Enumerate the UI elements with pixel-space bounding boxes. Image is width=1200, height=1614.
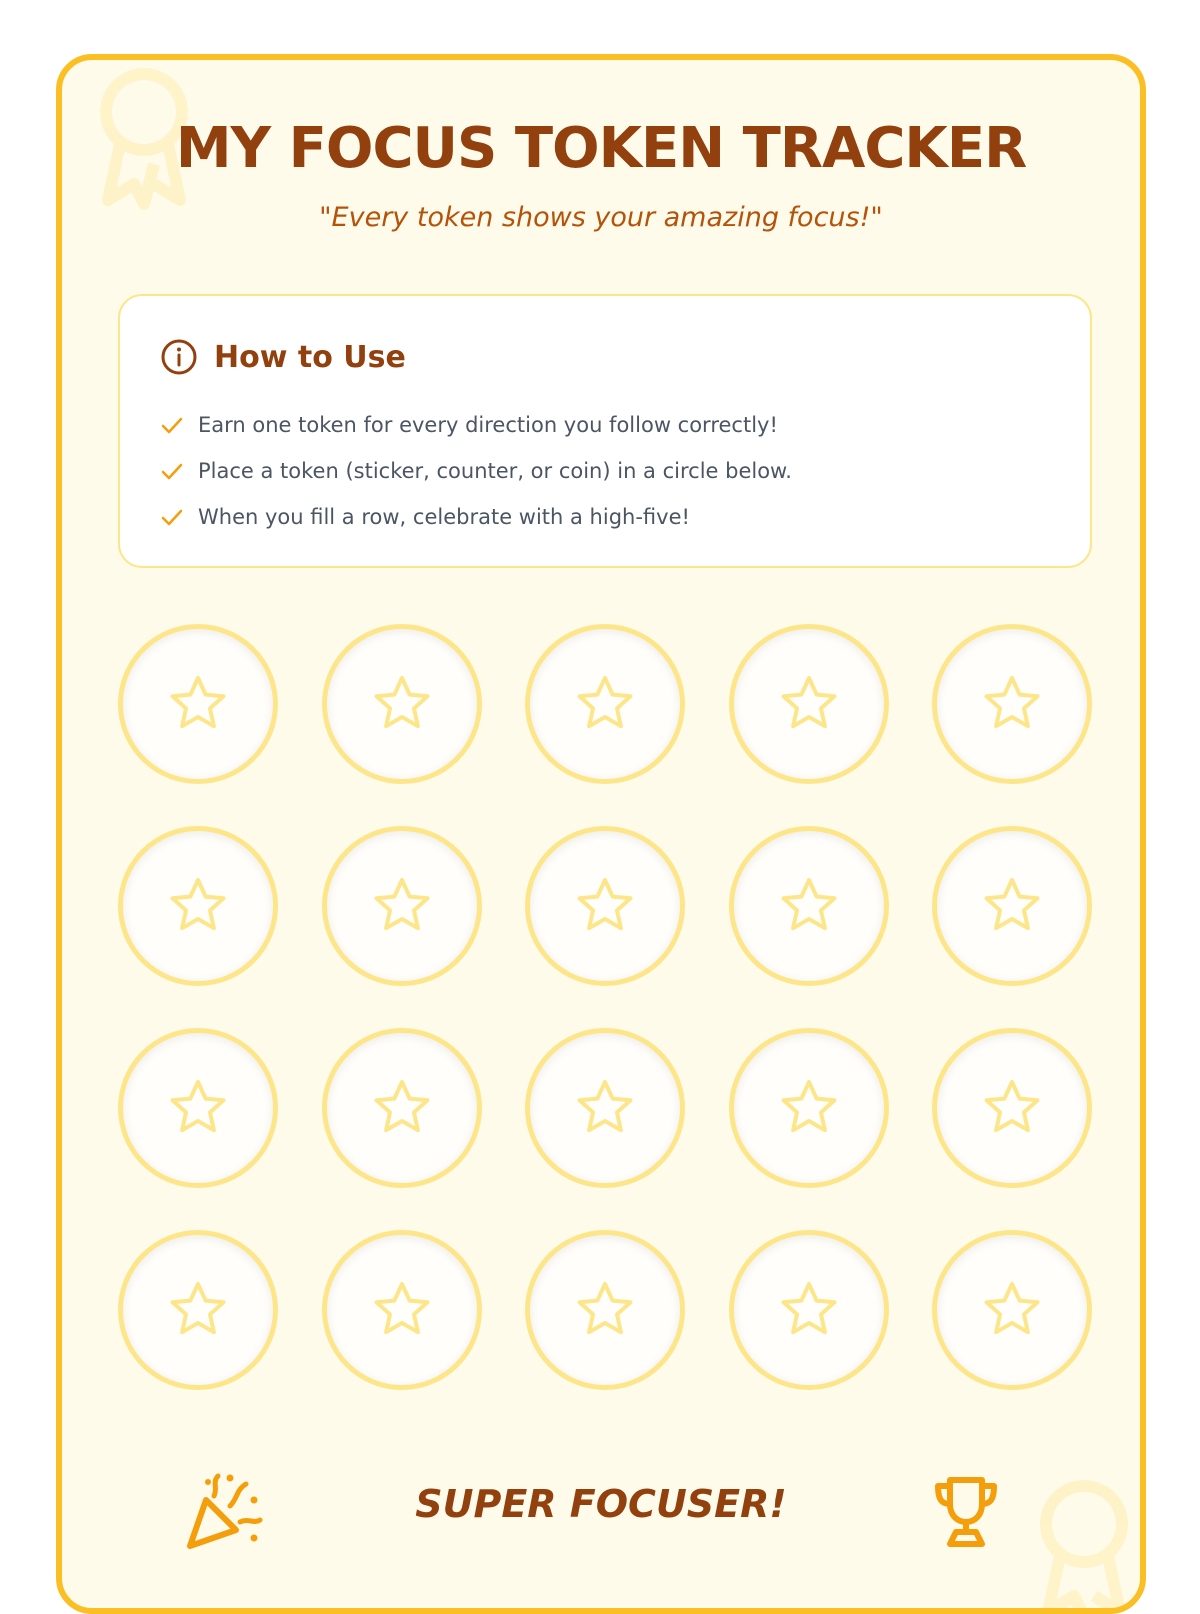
star-icon bbox=[166, 672, 230, 736]
step-text: Earn one token for every direction you follow correctly! bbox=[198, 413, 778, 437]
star-icon bbox=[777, 672, 841, 736]
token-circle[interactable] bbox=[525, 624, 685, 784]
token-circle[interactable] bbox=[525, 826, 685, 986]
how-to-use-panel bbox=[118, 294, 1092, 568]
token-circle[interactable] bbox=[118, 1230, 278, 1390]
token-circle[interactable] bbox=[322, 624, 482, 784]
star-icon bbox=[777, 874, 841, 938]
step-item bbox=[160, 402, 792, 448]
token-circle[interactable] bbox=[525, 1028, 685, 1188]
star-icon bbox=[980, 672, 1044, 736]
token-circle[interactable] bbox=[525, 1230, 685, 1390]
token-circle[interactable] bbox=[118, 624, 278, 784]
token-grid bbox=[118, 624, 1092, 1390]
token-circle[interactable] bbox=[322, 1028, 482, 1188]
page-subtitle: "Every token shows your amazing focus!" bbox=[319, 202, 883, 233]
star-icon bbox=[370, 672, 434, 736]
star-icon bbox=[980, 1278, 1044, 1342]
star-icon bbox=[166, 1278, 230, 1342]
step-item bbox=[160, 494, 792, 540]
check-icon bbox=[160, 505, 184, 529]
star-icon bbox=[777, 1076, 841, 1140]
star-icon bbox=[370, 874, 434, 938]
token-circle[interactable] bbox=[932, 1230, 1092, 1390]
step-item bbox=[160, 448, 792, 494]
page-title: MY FOCUS TOKEN TRACKER bbox=[175, 116, 1027, 181]
token-circle[interactable] bbox=[932, 624, 1092, 784]
token-circle[interactable] bbox=[118, 1028, 278, 1188]
star-icon bbox=[777, 1278, 841, 1342]
star-icon bbox=[370, 1076, 434, 1140]
star-icon bbox=[980, 874, 1044, 938]
step-text: Place a token (sticker, counter, or coin) in a circle below. bbox=[198, 459, 792, 483]
token-circle[interactable] bbox=[118, 826, 278, 986]
token-circle[interactable] bbox=[729, 624, 889, 784]
star-icon bbox=[980, 1076, 1044, 1140]
step-text: When you fill a row, celebrate with a high-five! bbox=[198, 505, 690, 529]
star-icon bbox=[166, 874, 230, 938]
check-icon bbox=[160, 413, 184, 437]
steps-list bbox=[160, 402, 792, 540]
celebration-text: SUPER FOCUSER! bbox=[415, 1482, 787, 1526]
token-circle[interactable] bbox=[729, 826, 889, 986]
token-circle[interactable] bbox=[932, 1028, 1092, 1188]
star-icon bbox=[370, 1278, 434, 1342]
star-icon bbox=[573, 1076, 637, 1140]
token-circle[interactable] bbox=[729, 1028, 889, 1188]
info-icon bbox=[160, 338, 198, 376]
star-icon bbox=[573, 672, 637, 736]
trophy-icon bbox=[928, 1474, 1004, 1550]
token-tracker-card bbox=[56, 54, 1146, 1614]
token-circle[interactable] bbox=[322, 1230, 482, 1390]
star-icon bbox=[573, 874, 637, 938]
star-icon bbox=[166, 1076, 230, 1140]
check-icon bbox=[160, 459, 184, 483]
how-to-use-title: How to Use bbox=[214, 339, 406, 375]
token-circle[interactable] bbox=[322, 826, 482, 986]
how-to-use-header bbox=[160, 338, 406, 376]
token-circle[interactable] bbox=[932, 826, 1092, 986]
star-icon bbox=[573, 1278, 637, 1342]
token-circle[interactable] bbox=[729, 1230, 889, 1390]
